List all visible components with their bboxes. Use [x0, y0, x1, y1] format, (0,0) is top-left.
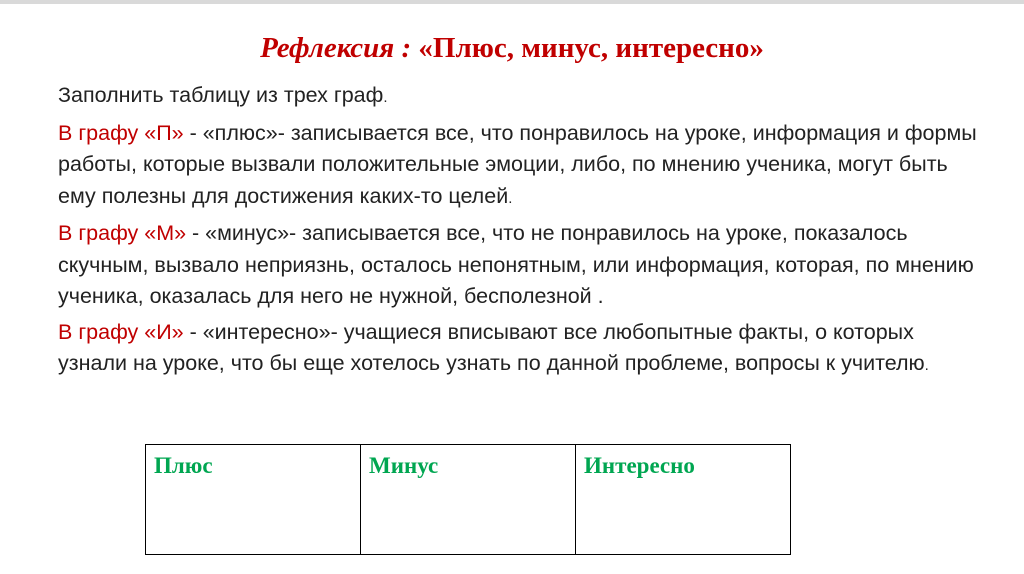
- plus-paragraph: [58, 118, 978, 215]
- minus-column: Минус: [361, 445, 576, 555]
- reflection-table: [145, 444, 791, 555]
- interesting-paragraph: [58, 317, 978, 382]
- minus-lead: В графу «М»: [58, 221, 187, 245]
- minus-paragraph: [58, 218, 978, 313]
- title-method: «Плюс, минус, интересно»: [418, 32, 764, 64]
- plus-dot: .: [508, 189, 513, 207]
- table-row: [146, 445, 791, 555]
- slide-title: [0, 32, 1024, 65]
- intro-text: Заполнить таблицу из трех граф: [58, 83, 384, 107]
- slide-body: [58, 80, 978, 386]
- interesting-column: Интересно: [576, 445, 791, 555]
- title-reflection: Рефлексия :: [260, 32, 419, 64]
- plus-text: - «плюс»- записывается все, что понравилось на уроке, информация и формы работы, которые вызвали положительные эмоции, либо, по мнению ученика, могут быть ему полезны для достижения каких-то целей: [58, 120, 977, 208]
- interesting-text: - «интересно»- учащиеся вписывают все любопытные факты, о которых узнали на уроке, что бы еще хотелось узнать по данной проблеме, вопросы к учителю: [58, 319, 925, 375]
- interesting-dot: .: [924, 357, 929, 374]
- plus-column: Плюс: [146, 445, 361, 555]
- intro-paragraph: [58, 80, 978, 114]
- intro-dot: .: [383, 89, 388, 106]
- top-divider: [0, 0, 1024, 4]
- interesting-lead: В графу «И»: [58, 319, 184, 344]
- plus-lead: В графу «П»: [58, 120, 184, 145]
- minus-text: - «минус»- записывается все, что не понравилось на уроке, показалось скучным, вызвало неприязнь, осталось непонятным, или информация, которая, по мнению ученика, оказалась для него не нужной, бесполезной .: [58, 221, 974, 308]
